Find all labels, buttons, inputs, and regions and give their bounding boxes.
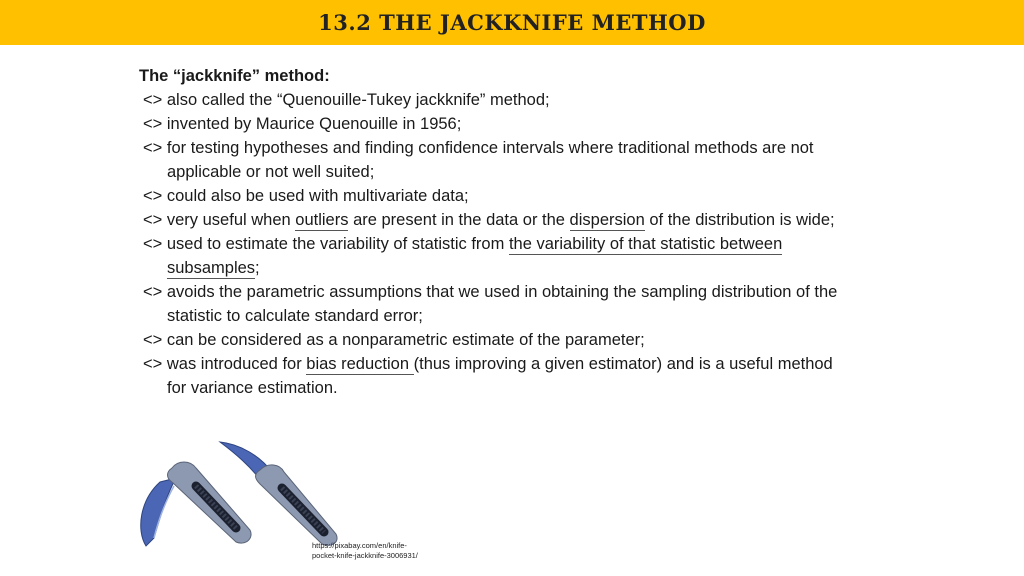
bullet-item: [139, 328, 839, 352]
bullet-text: can be considered as a nonparametric estimate of the parameter;: [166, 331, 645, 349]
title-bar: [0, 0, 1024, 45]
bullet-item: [139, 88, 839, 112]
bullet-item: [139, 112, 839, 136]
bullet-text: could also be used with multivariate data;: [166, 187, 469, 205]
bullet-marker: <>: [143, 139, 163, 157]
bullet-text: was introduced for: [166, 355, 307, 373]
bullet-marker: <>: [143, 331, 163, 349]
bullet-text: used to estimate the variability of statistic from: [166, 235, 509, 253]
bullet-text: avoids the parametric assumptions that we used in obtaining the sampling distribution of the statistic to calculate standard error;: [166, 283, 838, 325]
section-heading: The “jackknife” method:: [139, 67, 330, 85]
bullet-text: of the distribution is wide;: [644, 211, 835, 229]
bullet-marker: <>: [143, 283, 163, 301]
underlined-term: outliers: [295, 211, 349, 229]
bullet-marker: <>: [143, 355, 163, 373]
bullet-text: ;: [255, 259, 260, 277]
bullet-item: [139, 184, 839, 208]
bullet-item: [139, 136, 839, 184]
bullet-marker: <>: [143, 187, 163, 205]
bullet-marker: <>: [143, 115, 163, 133]
bullet-list: [139, 88, 839, 400]
bullet-marker: <>: [143, 91, 163, 109]
image-credit-line: pocket-knife-jackknife-3006931/: [312, 551, 418, 560]
bullet-item: [139, 232, 839, 280]
bullet-item: [139, 208, 839, 232]
underlined-term: the variability of that statistic between subsamples: [167, 235, 783, 277]
bullet-text: also called the “Quenouille-Tukey jackknife” method;: [166, 91, 550, 109]
slide-body: [139, 64, 839, 400]
bullet-text: very useful when: [166, 211, 296, 229]
knife-left-blade-icon: [141, 478, 176, 546]
bullet-item: [139, 352, 839, 400]
underlined-term: bias reduction: [306, 355, 414, 373]
slide-title: 13.2 THE JACKKNIFE METHOD: [318, 10, 706, 35]
bullet-text: for testing hypotheses and finding confidence intervals where traditional methods are not applicable or not well suited;: [166, 139, 814, 181]
image-credit: [312, 541, 418, 561]
image-credit-line: https://pixabay.com/en/knife-: [312, 541, 407, 550]
bullet-text: invented by Maurice Quenouille in 1956;: [166, 115, 462, 133]
bullet-text: are present in the data or the: [348, 211, 570, 229]
jackknife-image: [132, 438, 347, 550]
bullet-marker: <>: [143, 235, 163, 253]
bullet-text: (thus improving a given estimator) and is a useful method for variance estimation.: [167, 355, 833, 397]
bullet-marker: <>: [143, 211, 163, 229]
bullet-item: [139, 280, 839, 328]
underlined-term: dispersion: [569, 211, 645, 229]
